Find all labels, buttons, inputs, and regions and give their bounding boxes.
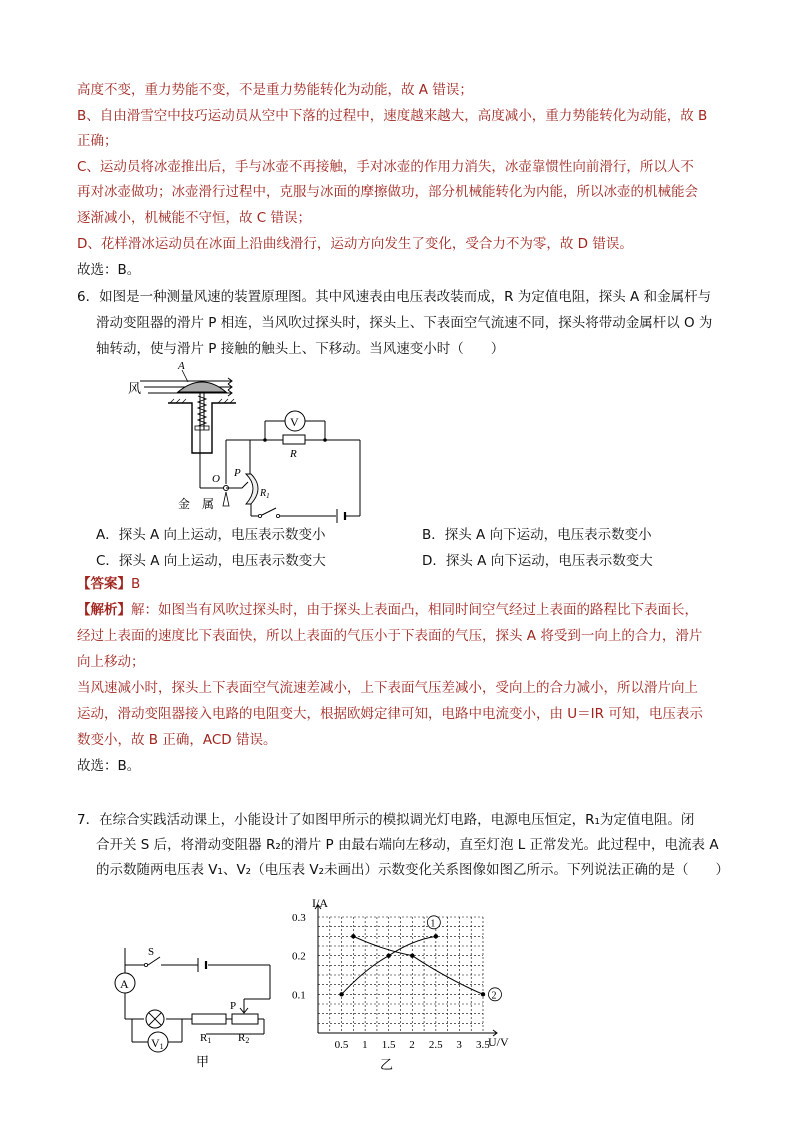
ammeter-label: A xyxy=(120,977,129,991)
r1-label: R1 xyxy=(200,1032,212,1045)
x-axis-label: U/V xyxy=(488,1035,509,1049)
q6-option-c: C．探头 A 向上运动，电压表示数变大 xyxy=(96,553,326,569)
pivot-label: O xyxy=(212,473,220,485)
series-label: 1 xyxy=(430,918,436,930)
r1-label: $R_1$ xyxy=(260,488,270,500)
q6-stem-line: 轴转动，使与滑片 P 接触的触头上、下移动。当风速变小时（ ） xyxy=(96,341,505,357)
explanation-line: 正确； xyxy=(77,133,118,149)
series-label: 2 xyxy=(491,990,497,1002)
q5-choice: 故选：B。 xyxy=(77,262,141,278)
q6-choice: 故选：B。 xyxy=(77,758,141,774)
chart-ticks xyxy=(292,912,490,1051)
data-point xyxy=(351,934,355,938)
q6-analysis-line: 经过上表面的速度比下表面快，所以上表面的气压小于下表面的气压，探头 A 将受到一向上的合力，滑片 xyxy=(77,628,703,644)
chart-axes xyxy=(315,905,497,1036)
explanation-line: 高度不变，重力势能不变，不是重力势能转化为动能，故 A 错误； xyxy=(77,82,473,98)
explanation-line: 再对冰壶做功；冰壶滑行过程中，克服与冰面的摩擦做功，部分机械能转化为内能，所以冰壶的机械能会 xyxy=(77,184,698,200)
probe-head xyxy=(178,382,226,392)
q7-stem-line: 合开关 S 后，将滑动变阻器 R₂的滑片 P 由最右端向左移动，直至灯泡 L 正常发光。此过程中，电流表 A xyxy=(96,837,719,853)
slider-label: P xyxy=(234,467,241,479)
x-tick-label: 2.5 xyxy=(428,1039,443,1051)
q6-option-a: A．探头 A 向上运动，电压表示数变小 xyxy=(96,527,326,543)
q6-answer: 【答案】B xyxy=(77,576,141,592)
q7-stem-line: 7．在综合实践活动课上，小能设计了如图甲所示的模拟调光灯电路，电源电压恒定，R₁为定值电阻。闭 xyxy=(77,812,695,828)
switch-s-label: S xyxy=(148,946,155,958)
voltmeter-v1-label: V1 xyxy=(151,1036,164,1051)
data-point xyxy=(410,953,414,957)
x-tick-label: 3.5 xyxy=(476,1039,490,1051)
q6-option-d: D．探头 A 向下运动，电压表示数变大 xyxy=(422,553,653,569)
wind-label: 风 xyxy=(128,381,142,396)
explanation-line: B、自由滑雪空中技巧运动员从空中下落的过程中，速度越来越大，高度减小，重力势能转化为动能，故 B xyxy=(77,108,708,124)
q6-option-b: B．探头 A 向下运动，电压表示数变小 xyxy=(422,527,652,543)
x-tick-label: 1 xyxy=(362,1039,368,1051)
x-tick-label: 0.5 xyxy=(334,1039,349,1051)
data-point xyxy=(434,934,438,938)
rheostat-r2 xyxy=(232,1014,258,1024)
figure-caption-jia: 甲 xyxy=(196,1054,210,1069)
q6-stem-line: 6．如图是一种测量风速的装置原理图。其中风速表由电压表改装而成，R 为定值电阻，探头 A 和金属杆与 xyxy=(77,289,712,305)
probe-label: A xyxy=(178,360,185,372)
slider-p-label: P xyxy=(230,1000,237,1012)
data-point xyxy=(339,992,343,996)
q6-analysis-line: 【解析】解：如图当有风吹过探头时，由于探头上表面凸，相同时间空气经过上表面的路程比下表面长， xyxy=(77,602,698,618)
resistor-r xyxy=(283,435,305,444)
x-tick-label: 1.5 xyxy=(381,1039,396,1051)
circuit-diagram-jia xyxy=(108,935,288,1070)
iu-graph-yi xyxy=(288,895,520,1077)
metal-label: 金 属 xyxy=(178,497,215,511)
resistor-r-label: R xyxy=(290,448,297,460)
wind-speed-device-figure xyxy=(120,356,370,524)
explanation-line: D、花样滑冰运动员在冰面上沿曲线滑行，运动方向发生了变化，受合力不为零，故 D 错误。 xyxy=(77,236,633,252)
y-tick-label: 0.1 xyxy=(292,989,306,1002)
figure-caption-yi: 乙 xyxy=(380,1057,394,1072)
chart-series xyxy=(339,916,501,1002)
explanation-line: 逐渐减小，机械能不守恒，故 C 错误； xyxy=(77,210,312,226)
q6-analysis-line: 数变小，故 B 正确，ACD 错误。 xyxy=(77,732,277,748)
switch-s xyxy=(148,957,160,965)
data-point xyxy=(481,992,485,996)
r2-label: R2 xyxy=(238,1032,250,1045)
q6-analysis-line: 当风速减小时，探头上下表面空气流速差减小，上下表面气压差减小，受向上的合力减小，所以滑片向上 xyxy=(77,680,698,696)
q6-analysis-line: 向上移动； xyxy=(77,654,145,670)
resistor-r1 xyxy=(192,1014,226,1024)
voltmeter-label: V xyxy=(290,415,299,429)
data-point xyxy=(387,953,391,957)
x-tick-label: 3 xyxy=(456,1039,462,1051)
chart-grid xyxy=(318,917,483,1033)
y-axis-label: I/A xyxy=(312,896,328,910)
explanation-line: C、运动员将冰壶推出后，手与冰壶不再接触，手对冰壶的作用力消失，冰壶靠惯性向前滑行，所以人不 xyxy=(77,159,694,175)
q7-stem-line: 的示数随两电压表 V₁、V₂（电压表 V₂未画出）示数变化关系图像如图乙所示。下列说法正确的是（ ） xyxy=(96,862,730,878)
q6-stem-line: 滑动变阻器的滑片 P 相连，当风吹过探头时，探头上、下表面空气流速不同，探头将带动金属杆以 O 为 xyxy=(96,315,713,331)
y-tick-label: 0.3 xyxy=(292,912,306,924)
y-tick-label: 0.2 xyxy=(292,950,306,963)
rheostat-r1 xyxy=(246,474,258,504)
q6-analysis-line: 运动，滑动变阻器接入电路的电阻变大，根据欧姆定律可知，电路中电流变小，由 U＝IR 可知，电压表示 xyxy=(77,706,703,722)
spring xyxy=(198,396,206,426)
x-tick-label: 2 xyxy=(409,1039,415,1051)
